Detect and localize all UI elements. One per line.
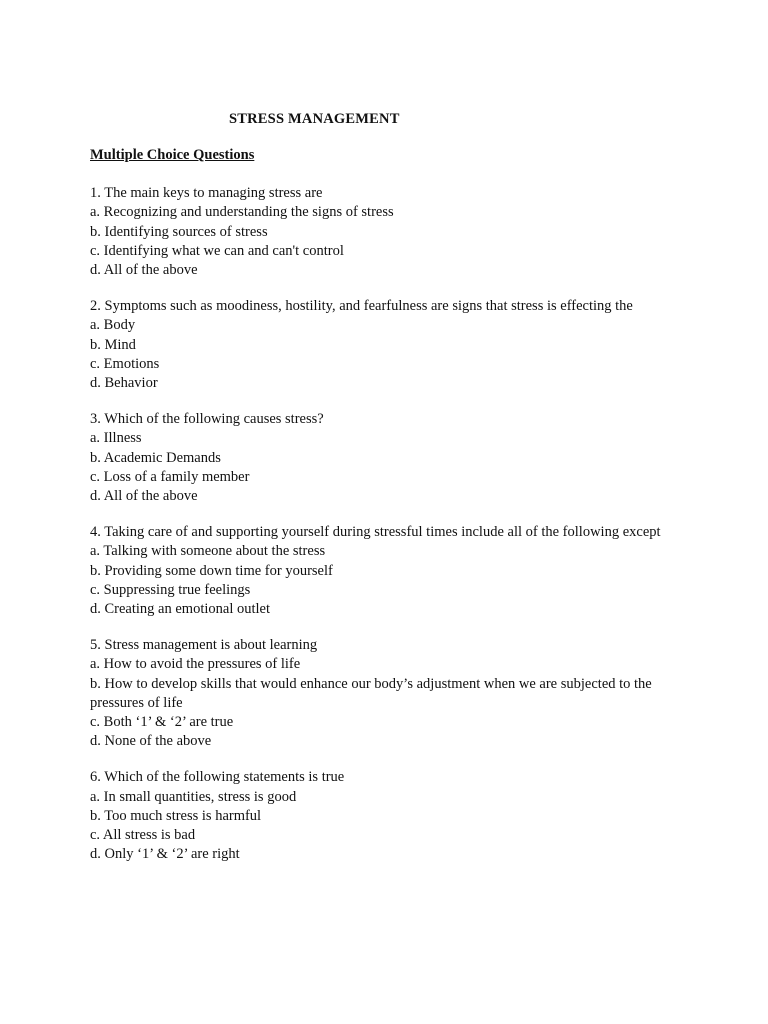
option-b: b. Academic Demands <box>90 449 221 466</box>
question-block-2 <box>90 297 690 393</box>
option-d: d. Creating an emotional outlet <box>90 601 270 618</box>
question-text: 5. Stress management is about learning <box>90 636 318 653</box>
option-a: a. How to avoid the pressures of life <box>90 656 301 673</box>
option-d: d. Behavior <box>90 375 158 392</box>
option-a: a. Body <box>90 317 136 334</box>
option-a: a. Recognizing and understanding the signs of stress <box>90 204 394 221</box>
option-c: c. Both ‘1’ & ‘2’ are true <box>90 714 234 731</box>
option-a: a. Illness <box>90 430 142 447</box>
option-b: b. Identifying sources of stress <box>90 223 268 240</box>
question-block-1 <box>90 184 690 280</box>
option-d: d. Only ‘1’ & ‘2’ are right <box>90 846 240 863</box>
option-b: b. Too much stress is harmful <box>90 807 262 824</box>
question-text: 2. Symptoms such as moodiness, hostility, and fearfulness are signs that stress is effecting the <box>90 297 633 314</box>
option-b: b. Providing some down time for yourself <box>90 562 333 579</box>
question-text: 6. Which of the following statements is true <box>90 769 345 786</box>
option-d: d. None of the above <box>90 733 212 750</box>
option-a: a. Talking with someone about the stress <box>90 543 326 560</box>
question-text: 1. The main keys to managing stress are <box>90 185 323 201</box>
option-d: d. All of the above <box>90 488 198 505</box>
option-b: b. How to develop skills that would enhance our body’s adjustment when we are subjected to the pressures of life <box>90 675 652 711</box>
question-list <box>90 184 690 881</box>
option-c: c. Identifying what we can and can't control <box>90 242 344 259</box>
option-c: c. Emotions <box>90 355 160 372</box>
question-text: 3. Which of the following causes stress? <box>90 410 324 427</box>
option-c: c. Loss of a family member <box>90 468 250 485</box>
section-heading: Multiple Choice Questions <box>90 147 255 163</box>
question-text: 4. Taking care of and supporting yourself during stressful times include all of the following except <box>90 523 661 540</box>
question-block-6 <box>90 768 690 864</box>
option-c: c. All stress is bad <box>90 827 196 844</box>
option-d: d. All of the above <box>90 262 198 279</box>
page-title: STRESS MANAGEMENT <box>229 111 400 127</box>
option-b: b. Mind <box>90 336 136 353</box>
question-block-3 <box>90 410 690 506</box>
option-a: a. In small quantities, stress is good <box>90 788 297 805</box>
option-c: c. Suppressing true feelings <box>90 581 251 598</box>
question-block-4 <box>90 523 690 619</box>
question-block-5 <box>90 636 690 752</box>
